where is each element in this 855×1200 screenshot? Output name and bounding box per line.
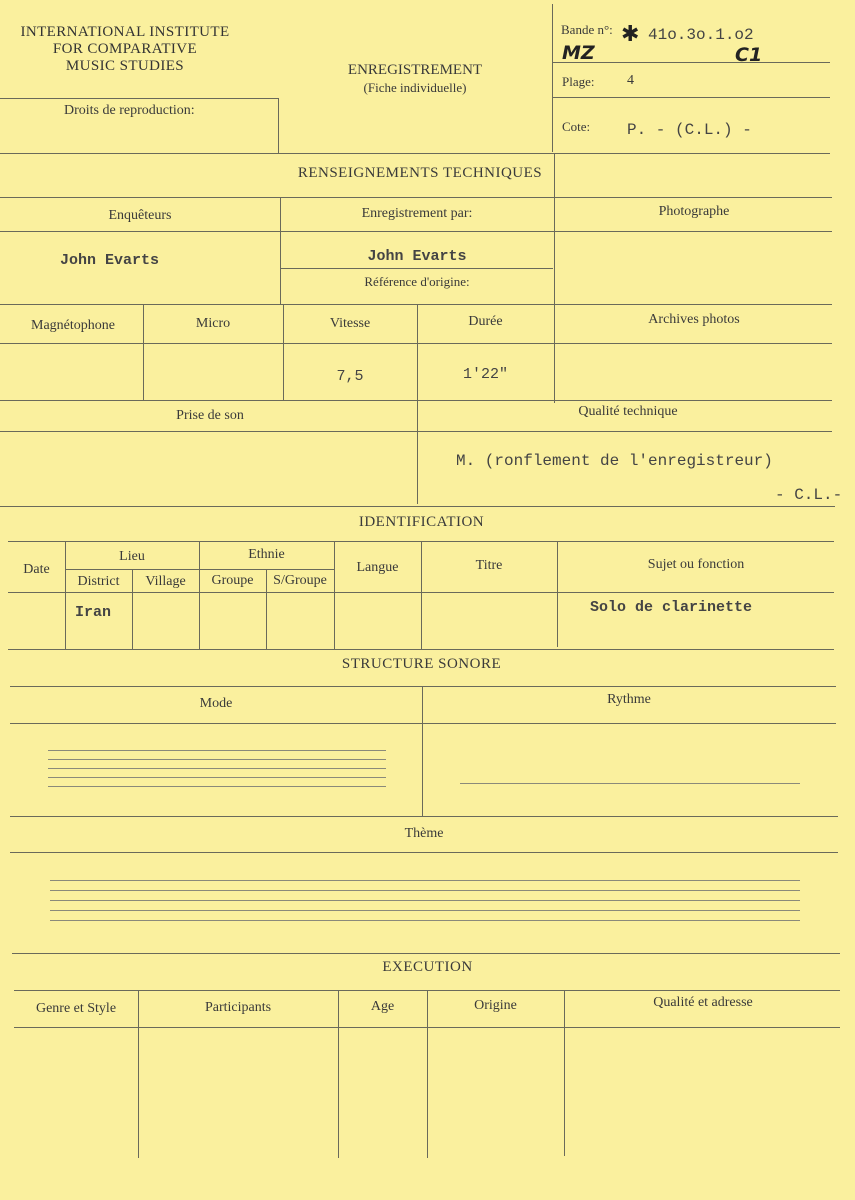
cote-label: Cote: <box>562 119 591 134</box>
photographe-label: Photographe <box>658 204 730 219</box>
divider <box>10 852 838 853</box>
divider <box>278 98 279 153</box>
record-title: ENREGISTREMENT <box>347 62 483 78</box>
vitesse-value: 7,5 <box>336 368 364 385</box>
divider <box>427 990 428 1158</box>
enreg-par-label: Enregistrement par: <box>361 206 473 221</box>
mode-staff-line <box>48 750 386 751</box>
mode-staff-line <box>48 786 386 787</box>
divider <box>554 153 555 403</box>
institute-line-1: INTERNATIONAL INSTITUTE <box>20 24 230 40</box>
divider <box>421 541 422 649</box>
divider <box>281 268 553 269</box>
divider <box>143 304 144 400</box>
divider <box>138 990 139 1158</box>
cote-value: P. - (C.L.) - <box>627 121 752 139</box>
langue-label: Langue <box>356 560 399 575</box>
archives-label: Archives photos <box>648 312 740 327</box>
divider <box>552 4 553 152</box>
star-icon: ✱ <box>621 22 640 47</box>
duree-value: 1'22" <box>462 366 508 383</box>
divider <box>557 541 558 647</box>
titre-label: Titre <box>475 558 503 573</box>
qualite-value: M. (ronflement de l'enregistreur) <box>456 452 773 470</box>
theme-staff-line <box>50 890 800 891</box>
vitesse-label: Vitesse <box>329 316 371 331</box>
theme-label: Thème <box>404 826 444 841</box>
divider <box>132 569 133 649</box>
divider <box>0 153 830 154</box>
divider <box>0 400 832 401</box>
rights-label: Droits de reproduction: <box>64 103 195 118</box>
divider <box>65 541 66 649</box>
qualite-label: Qualité technique <box>578 404 678 419</box>
divider <box>0 231 832 232</box>
mode-staff-line <box>48 777 386 778</box>
plage-label: Plage: <box>562 74 595 89</box>
institute-line-3: MUSIC STUDIES <box>65 58 185 74</box>
rythme-line <box>460 783 800 784</box>
magneto-label: Magnétophone <box>31 318 115 333</box>
divider <box>10 816 838 817</box>
enqueteurs-value: John Evarts <box>60 252 160 269</box>
structure-heading: STRUCTURE SONORE <box>341 656 502 672</box>
divider <box>280 197 281 304</box>
reference-label: Référence d'origine: <box>364 274 470 289</box>
divider <box>0 506 835 507</box>
mode-label: Mode <box>199 696 233 711</box>
record-subtitle: (Fiche individuelle) <box>363 80 467 95</box>
bande-hand-right: C1 <box>735 44 763 66</box>
rythme-label: Rythme <box>607 692 651 707</box>
origine-label: Origine <box>474 998 517 1013</box>
divider <box>10 686 836 687</box>
divider <box>552 62 830 63</box>
age-label: Age <box>370 999 395 1014</box>
divider <box>10 723 836 724</box>
institute-name <box>0 24 250 75</box>
duree-label: Durée <box>468 314 503 329</box>
micro-label: Micro <box>195 316 231 331</box>
divider <box>552 97 830 98</box>
prise-label: Prise de son <box>176 408 244 423</box>
theme-staff-line <box>50 920 800 921</box>
sujet-label: Sujet ou fonction <box>647 557 745 572</box>
divider <box>334 541 335 649</box>
mode-staff-line <box>48 759 386 760</box>
bande-label: Bande n°: <box>561 22 613 37</box>
bande-hand-left: MZ <box>562 42 595 64</box>
date-label: Date <box>23 562 50 577</box>
groupe-label: Groupe <box>211 573 254 588</box>
participants-label: Participants <box>204 1000 272 1015</box>
divider <box>12 953 840 954</box>
divider <box>283 304 284 400</box>
divider <box>422 686 423 816</box>
lieu-label: Lieu <box>119 549 145 564</box>
theme-staff-line <box>50 910 800 911</box>
divider <box>0 304 832 305</box>
divider <box>8 649 834 650</box>
sujet-value: Solo de clarinette <box>590 599 753 616</box>
mode-staff-line <box>48 768 386 769</box>
divider <box>564 990 565 1156</box>
divider <box>0 431 832 432</box>
divider <box>266 569 267 649</box>
district-value: Iran <box>75 604 112 621</box>
ident-heading: IDENTIFICATION <box>358 514 485 530</box>
enreg-par-value: John Evarts <box>367 248 467 265</box>
enqueteurs-label: Enquêteurs <box>108 208 172 223</box>
plage-value: 4 <box>627 73 634 88</box>
execution-heading: EXECUTION <box>382 959 473 975</box>
divider <box>199 541 200 649</box>
divider <box>0 197 832 198</box>
sgroupe-label: S/Groupe <box>273 573 327 588</box>
divider <box>338 990 339 1158</box>
district-label: District <box>77 574 120 589</box>
theme-staff-line <box>50 900 800 901</box>
bande-value: 41o.3o.1.o2 <box>648 26 754 44</box>
theme-staff-line <box>50 880 800 881</box>
genre-label: Genre et Style <box>35 1001 117 1016</box>
village-label: Village <box>145 574 186 589</box>
ethnie-label: Ethnie <box>248 547 285 562</box>
divider <box>0 343 832 344</box>
divider <box>0 98 278 99</box>
institute-line-2: FOR COMPARATIVE <box>52 41 198 57</box>
tech-heading: RENSEIGNEMENTS TECHNIQUES <box>297 165 543 181</box>
qualite-initials: - C.L.- <box>775 486 843 504</box>
qualite-adresse-label: Qualité et adresse <box>653 995 753 1010</box>
